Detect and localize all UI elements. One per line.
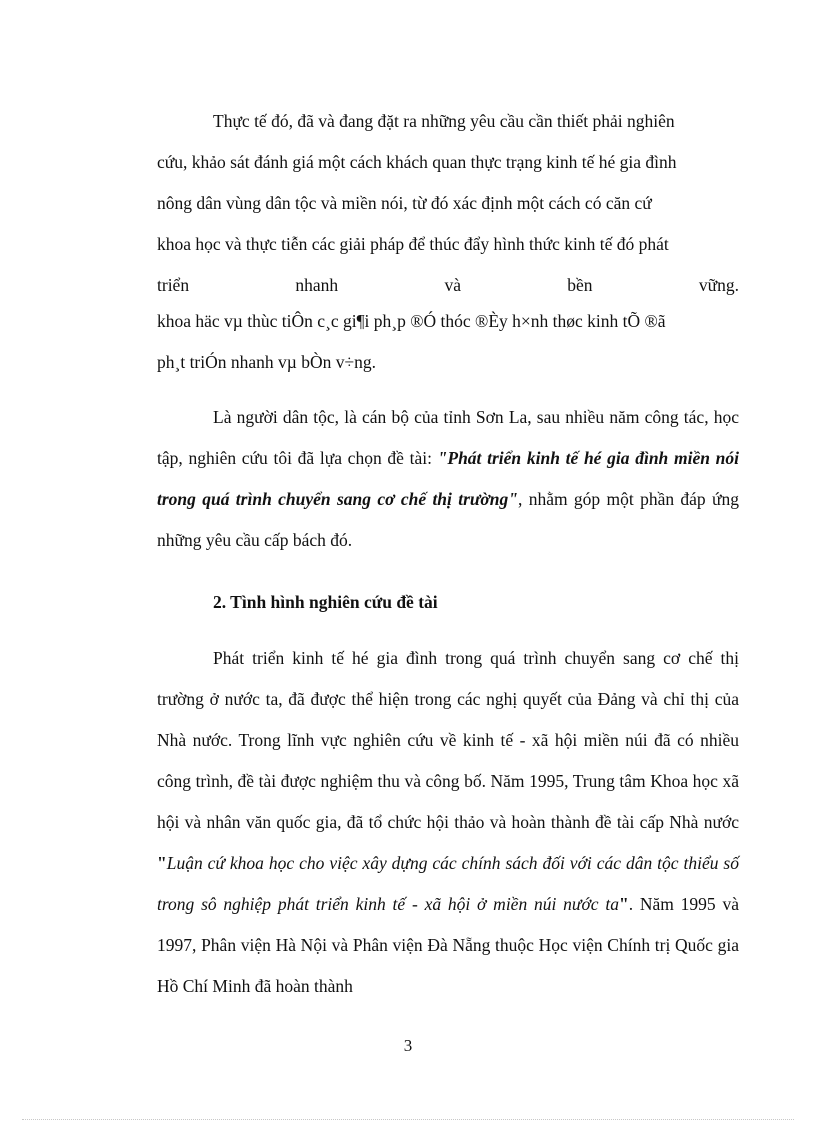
paragraph-topic-choice bbox=[157, 397, 739, 561]
project-title: Luận cứ khoa học cho việc xây dựng các chính sách đối với các dân tộc thiểu số trong sô nghiệp phát triển kinh tế - xã hội ở miền núi nước ta bbox=[157, 853, 739, 914]
text-run: Phát triển kinh tế hé gia đình trong quá trình chuyển sang cơ chế thị trường ở nước ta, đã được thể hiện trong các nghị quyết của Đảng và chỉ thị của Nhà nước. Trong lĩnh vực nghiên cứu về kinh tế - xã hội miền núi đã có nhiều công trình, đề tài được nghiệm thu và công bố. Năm 1995, Trung tâm Khoa học xã hội và nhân văn quốc gia, đã tổ chức hội thảo và hoàn thành đề tài cấp Nhà nước bbox=[157, 648, 739, 832]
word: triển bbox=[157, 275, 190, 295]
paragraph-reality bbox=[157, 101, 739, 388]
quote-mark: " bbox=[157, 853, 167, 873]
thesis-title: "Phát triển kinh tế hé gia đình miền nói trong quá trình chuyển sang cơ chế thị trường" bbox=[157, 448, 740, 509]
paragraph-line: Thực tế đó, đã và đang đặt ra những yêu cầu cần thiết phải nghiên bbox=[213, 111, 675, 131]
page-bottom-divider bbox=[22, 1119, 794, 1120]
garbled-text-line: khoa häc vµ thùc tiÔn c¸c gi¶i ph¸p ®Ó thóc ®Èy h×nh thøc kinh tÕ ®ã bbox=[157, 311, 666, 331]
garbled-text-line: ph¸t triÓn nhanh vµ bÒn v÷ng. bbox=[157, 352, 376, 372]
quote-mark: " bbox=[618, 894, 629, 914]
word: vững. bbox=[698, 275, 739, 295]
paragraph-research-status bbox=[157, 638, 739, 1007]
text-run: . Năm 1995 và 1997, Phân viện Hà Nội và Phân viện Đà Nẵng thuộc Học viện Chính trị Quốc gia Hồ Chí Minh đã hoàn thành bbox=[157, 894, 739, 996]
word: bền bbox=[567, 275, 593, 295]
page-number: 3 bbox=[403, 1036, 413, 1055]
paragraph-line-justified bbox=[157, 265, 739, 306]
section-heading: 2. Tình hình nghiên cứu đề tài bbox=[213, 592, 438, 612]
text-run: Là người dân tộc, là cán bộ của tỉnh Sơn La, sau nhiều năm công tác, học tập, nghiên cứu tôi đã lựa chọn đề tài: bbox=[157, 407, 739, 468]
paragraph-line: nông dân vùng dân tộc và miền nói, từ đó xác định một cách có căn cứ bbox=[157, 193, 652, 213]
paragraph-line: khoa học và thực tiễn các giải pháp để thúc đẩy hình thức kinh tế đó phát bbox=[157, 234, 669, 254]
paragraph-line: cứu, khảo sát đánh giá một cách khách quan thực trạng kinh tế hé gia đình bbox=[157, 152, 677, 172]
word: nhanh bbox=[295, 275, 339, 295]
text-run: , nhằm góp một phần đáp ứng những yêu cầu cấp bách đó. bbox=[157, 489, 740, 550]
word: và bbox=[444, 275, 461, 295]
